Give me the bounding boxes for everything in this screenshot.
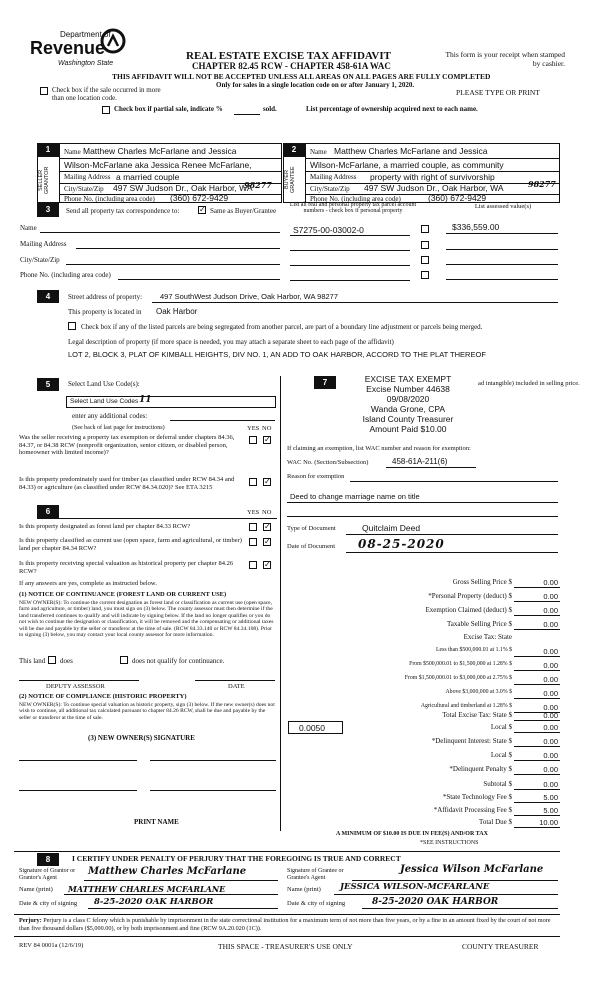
seller-mailing: a married couple [116, 172, 180, 182]
perjury-title: Perjury: [19, 917, 42, 924]
seller-zip-handwritten: 98277 [244, 180, 272, 190]
ownership-note: List percentage of ownership acquired next to each name. [306, 105, 478, 113]
buyer-zip-handwritten: 98277 [528, 179, 556, 189]
section-6-number: 6 [37, 505, 59, 518]
local-rate-value: 0.0050 [299, 723, 325, 733]
grantee-signature: Jessica Wilson McFarlane [400, 864, 544, 875]
located-in: Oak Harbor [156, 307, 198, 316]
tax-row-label: Total Due $ [479, 818, 512, 826]
dept-line: Department of [60, 30, 111, 39]
section-8-number: 8 [37, 853, 59, 866]
tax-row-field[interactable] [514, 746, 560, 747]
see-instructions-note: *SEE INSTRUCTIONS [420, 840, 479, 846]
buyer-mailing: property with right of survivorship [370, 172, 495, 182]
not-qualify-label: does not qualify for continuance. [132, 657, 225, 665]
perjury-notice [19, 917, 559, 932]
land-use-select[interactable] [66, 396, 276, 408]
land-use-handwritten: 11 [139, 395, 152, 405]
grantee-date-label: Date & city of signing [287, 900, 346, 907]
grantor-signature-line[interactable] [84, 880, 278, 881]
tax-row-label: Total Excise Tax: State $ [442, 711, 512, 719]
tax-row-label: From $500,000.01 to $1,500,000 at 1.28% $ [409, 661, 512, 667]
see-back-note: (See back of last page for instructions) [72, 425, 165, 431]
claim-exemption-label: If claiming an exemption, list WAC number and reason for exemption: [287, 445, 471, 452]
grantee-name-label: Name (print) [287, 886, 321, 893]
this-land-label: This land [19, 657, 46, 665]
parcel-number: S7275-00-03002-0 [293, 225, 364, 235]
buyer-phone-label: Phone No. (including area code) [310, 195, 401, 203]
grantee-date-city: 8-25-2020 OAK HARBOR [372, 897, 499, 907]
stamp-date: 09/08/2020 [386, 394, 430, 404]
grantor-date-city: 8-25-2020 OAK HARBOR [94, 897, 214, 907]
stamp-amount-paid: Amount Paid $10.00 [369, 424, 447, 434]
grantee-signature-label: Signature of Grantee or Grantee's Agent [287, 868, 344, 881]
certify-statement: I CERTIFY UNDER PENALTY OF PERJURY THAT THE FOREGOING IS TRUE AND CORRECT [72, 854, 401, 863]
county-treasurer: COUNTY TREASURER [462, 942, 539, 951]
tax-row-label: Gross Selling Price $ [452, 578, 512, 586]
tax-row-label: Above $3,000,000 at 3.0% $ [445, 689, 512, 695]
tax-row-label: *State Technology Fee $ [442, 793, 512, 801]
tax-row-field[interactable] [514, 802, 560, 803]
historic-question: Is this property receiving special valuation as historical property per chapter 84.26 RCW? [19, 560, 234, 575]
tax-row-label: *Delinquent Interest: State $ [431, 737, 512, 745]
doc-date-label: Date of Document [287, 543, 336, 550]
exempt-stamp [338, 374, 478, 434]
seller-name-line2: Wilson-McFarlane aka Jessica Renee McFarlane, [64, 160, 252, 170]
section-1-number: 1 [37, 143, 59, 157]
reason-label: Reason for exemption [287, 473, 345, 480]
buyer-side-label: BUYER GRANTEE [284, 166, 296, 194]
if-yes-note: If any answers are yes, complete as instructed below. [19, 580, 157, 587]
grantor-print-name: MATTHEW CHARLES MCFARLANE [68, 884, 226, 894]
exemption-reason: Deed to change marriage name on title [290, 492, 420, 501]
notice-continuance-body: NEW OWNER(S): To continue the current designation as forest land or classification as current use (open space, farm and agriculture, or timber) land, you must sign on (3) below. The county assessor must then determine if the land transferred continues to qualify and will indicate by signing below. If the land no longer qualifies or you do not wish to continue the designation or classification, it will be removed and the compensating or additional taxes will be due and payable by the seller or transferor at the time of sale. (RCW 84.33.140 or RCW 84.34.108). Prior to signing (3) below, you may contact your local county assessor for more information. [19, 600, 274, 639]
stamp-treasurer-name: Wanda Grone, CPA [370, 404, 446, 414]
does-qualify-checkbox[interactable] [48, 656, 56, 664]
seller-name-line1: Matthew Charles McFarlane and Jessica [83, 146, 237, 156]
wac-number: 458-61A-211(6) [392, 457, 448, 466]
multi-location-label: Check box if the sale occurred in more than one location code. [52, 86, 161, 102]
minimum-due-note: A MINIMUM OF $10.00 IS DUE IN FEE(S) AND/OR TAX [336, 831, 488, 837]
buyer-city-label: City/State/Zip [310, 185, 350, 193]
tax-row-label: Less than $500,000.01 at 1.1% $ [436, 647, 512, 653]
tax-row-field[interactable] [514, 629, 560, 630]
forest-yes-checkbox[interactable] [249, 523, 257, 531]
same-as-buyer-checkbox[interactable]: ✓ [199, 205, 206, 214]
doc-date: 08-25-2020 [358, 537, 445, 551]
local-rate-box[interactable] [288, 721, 343, 734]
tax-row-value: 0.00 [543, 578, 558, 587]
stamp-treasurer-title: Island County Treasurer [362, 414, 454, 424]
parcel-4-personal-checkbox[interactable] [421, 271, 429, 279]
exemption-yes-checkbox[interactable] [249, 436, 257, 444]
tax-row-label: Excise Tax: State [463, 633, 512, 641]
seller-phone: (360) 672-9429 [170, 193, 229, 203]
forest-no-checkbox[interactable]: ✓ [264, 522, 271, 531]
type-print: PLEASE TYPE OR PRINT [456, 88, 540, 97]
buyer-phone: (360) 672-9429 [428, 193, 487, 203]
historic-no-checkbox[interactable]: ✓ [264, 560, 271, 569]
tax-row-label: *Affidavit Processing Fee $ [433, 806, 512, 814]
seller-city: 497 SW Judson Dr., Oak Harbor, WA [113, 183, 253, 193]
section6-no-header: NO [262, 509, 272, 516]
tax-row-value: 10.00 [539, 818, 558, 827]
tax-row-field[interactable] [514, 760, 560, 761]
receipt-note: This form is your receipt when stamped by cashier. [445, 50, 565, 68]
tax-row-value: 0.00 [543, 689, 558, 698]
seller-phone-label: Phone No. (including area code) [64, 195, 155, 203]
tax-row-value: 0.00 [543, 751, 558, 760]
partial-sale-label: Check box if partial sale, indicate % [114, 105, 223, 113]
deputy-assessor-label: DEPUTY ASSESSOR [46, 683, 105, 690]
tax-row-value: 0.00 [543, 780, 558, 789]
tax-row-field[interactable] [514, 670, 560, 671]
tax-row-label: Taxable Selling Price $ [446, 620, 512, 628]
section-7-number: 7 [314, 376, 336, 389]
treasurer-use-only: THIS SPACE - TREASURER'S USE ONLY [218, 942, 353, 951]
tax-row-field[interactable] [514, 587, 560, 588]
correspondence-city-label: City/State/Zip [20, 256, 60, 264]
parcel-2-personal-checkbox[interactable] [421, 241, 429, 249]
correspondence-phone-label: Phone No. (including area code) [20, 271, 111, 279]
tax-row-value: 5.00 [543, 793, 558, 802]
segregated-checkbox[interactable] [68, 322, 76, 330]
tax-row-field[interactable] [514, 684, 560, 685]
additional-codes-label: enter any additional codes: [72, 412, 148, 420]
tax-row-value: 0.00 [543, 723, 558, 732]
tax-row-label: Subtotal $ [483, 780, 512, 788]
tax-row-field[interactable] [514, 774, 560, 775]
timber-no-checkbox[interactable]: ✓ [264, 477, 271, 486]
assessed-value: $336,559.00 [452, 222, 500, 232]
tax-row-value: 0.00 [543, 647, 558, 656]
current-use-question: Is this property classified as current use (open space, farm and agricultural, or timber) land per chapter 84.34 RCW? [19, 537, 242, 552]
land-use-label: Select Land Use Code(s): [68, 380, 140, 388]
current-use-no-checkbox[interactable]: ✓ [264, 537, 271, 546]
segregated-label: Check box if any of the listed parcels are being segregated from another parcel, are part of a boundary line adjustment or parcels being merged. [81, 323, 483, 331]
new-owner-signature-label: (3) NEW OWNER(S) SIGNATURE [88, 734, 195, 742]
tax-row-field[interactable] [514, 789, 560, 790]
tax-row-field[interactable] [514, 656, 560, 657]
perjury-text: Perjury is a class C felony which is punishable by imprisonment in the state correctional institution for a maximum term of not more than five years, or by a fine in an amount fixed by the court of not more than five thousand dollars ($5,000.00), or by both imprisonment and fine (RCW 9A.20.020 (1C)). [19, 917, 551, 932]
historic-yes-checkbox[interactable] [249, 561, 257, 569]
tax-row-field[interactable] [514, 698, 560, 699]
tax-row-value: 0.00 [543, 592, 558, 601]
form-chapter: CHAPTER 82.45 RCW - CHAPTER 458-61A WAC [192, 61, 391, 71]
doc-type-label: Type of Document [287, 525, 336, 532]
form-warning: THIS AFFIDAVIT WILL NOT BE ACCEPTED UNLESS ALL AREAS ON ALL PAGES ARE FULLY COMPLETED [112, 72, 491, 81]
parcel-1-personal-checkbox[interactable] [421, 225, 429, 233]
state-name: Washington State [58, 60, 114, 67]
timber-question: Is this property predominately used for timber (as classified under RCW 84.34 and 84.33) or agriculture (as classified under RCW 84.34.020)? See ETA 3215 [19, 476, 235, 491]
exemption-no-checkbox[interactable]: ✓ [264, 435, 271, 444]
section5-no-header: NO [262, 425, 272, 432]
tax-row-label: Agricultural and timberland at 1.28% $ [420, 703, 512, 709]
current-use-yes-checkbox[interactable] [249, 538, 257, 546]
tax-row-field[interactable] [514, 732, 560, 733]
correspondence-mailing-label: Mailing Address [20, 240, 67, 248]
doc-type: Quitclaim Deed [362, 523, 421, 533]
section-4-number: 4 [37, 290, 59, 303]
street-address-label: Street address of property: [68, 293, 143, 301]
grantee-print-name: JESSICA WILSON-MCFARLANE [340, 882, 490, 892]
grantee-signature-line[interactable] [352, 880, 558, 881]
land-use-select-text: Select Land Use Codes [70, 398, 139, 405]
tax-row-label: Local $ [490, 751, 512, 759]
street-address: 497 SouthWest Judson Drive, Oak Harbor, WA 98277 [160, 292, 339, 301]
tax-row-label: *Personal Property (deduct) $ [428, 592, 512, 600]
new-owner-signature-line-1[interactable] [19, 760, 137, 761]
buyer-city: 497 SW Judson Dr., Oak Harbor, WA [364, 183, 504, 193]
grantor-signature: Matthew Charles McFarlane [88, 866, 247, 877]
stamp-excise-number: Excise Number 44638 [366, 384, 450, 394]
tax-row-field[interactable] [514, 815, 560, 816]
only-for-note: Only for sales in a single location code on or after January 1, 2020. [216, 81, 415, 89]
tax-row-field[interactable] [514, 720, 560, 721]
does-not-qualify-checkbox[interactable] [120, 656, 128, 664]
new-owner-signature-line-2[interactable] [150, 760, 276, 761]
same-as-buyer-label: Same as Buyer/Grantee [210, 207, 277, 215]
buyer-name-line2: Wilson-McFarlane, a married couple, as community [310, 160, 504, 170]
seller-side-label: SELLER GRANTOR [38, 166, 50, 194]
parcel-list-header: List all real and personal property tax parcel account numbers - check box if personal property [289, 202, 417, 214]
form-revision: REV 84 0001a (12/6/19) [19, 942, 84, 949]
tax-row-value: 0.00 [543, 711, 558, 720]
buyer-name-line1: Matthew Charles McFarlane and Jessica [334, 146, 488, 156]
parcel-3-personal-checkbox[interactable] [421, 256, 429, 264]
partial-sale-percent-line[interactable] [234, 114, 260, 115]
send-correspondence-label: Send all property tax correspondence to: [66, 207, 180, 215]
tax-row-field[interactable] [514, 601, 560, 602]
section-2-number: 2 [283, 143, 305, 157]
tax-row-label: From $1,500,000.01 to $3,000,000 at 2.75% $ [404, 675, 512, 681]
seller-city-label: City/State/Zip [64, 185, 104, 193]
intangible-note: ad intangible) included in selling price. [478, 380, 580, 387]
tax-row-value: 0.00 [543, 606, 558, 615]
tax-row-value: 0.00 [543, 703, 558, 712]
print-name-line-1[interactable] [19, 790, 137, 791]
partial-sale-checkbox[interactable] [102, 106, 110, 114]
tax-row-value: 5.00 [543, 806, 558, 815]
correspondence-name-label: Name [20, 224, 37, 232]
tax-row-value: 0.00 [543, 675, 558, 684]
grantor-name-label: Name (print) [19, 886, 53, 893]
section5-yes-header: YES [247, 425, 260, 432]
tax-row-value: 0.00 [543, 737, 558, 746]
grantor-date-label: Date & city of signing [19, 900, 78, 907]
tax-row-value: 0.00 [543, 661, 558, 670]
seller-name-label: Name [64, 148, 81, 156]
section-3-number: 3 [37, 203, 59, 217]
stamp-exempt-title: EXCISE TAX EXEMPT [364, 374, 452, 384]
wac-label: WAC No. (Section/Subsection) [287, 459, 369, 466]
notice-continuance-title: (1) NOTICE OF CONTINUANCE (FOREST LAND OR CURRENT USE) [19, 591, 227, 598]
print-name-label: PRINT NAME [134, 818, 179, 826]
brand-name: Revenue [30, 38, 106, 58]
notice-compliance-body: NEW OWNER(S): To continue special valuation as historic property, sign (3) below. If the new owner(s) does not wish to continue, all additional tax calculated pursuant to chapter 84.26 RCW, shall be due and payable by the seller or transferor at the time of sale. [19, 702, 275, 721]
tax-row-label: Local $ [490, 723, 512, 731]
forest-land-question: Is this property designated as forest land per chapter 84.33 RCW? [19, 523, 191, 530]
does-label: does [60, 657, 73, 665]
located-in-label: This property is located in [68, 308, 142, 316]
grantor-signature-label: Signature of Grantor or Grantor's Agent [19, 868, 76, 881]
revenue-logo-icon [100, 28, 126, 54]
section6-yes-header: YES [247, 509, 260, 516]
tax-row-field[interactable] [514, 827, 560, 828]
timber-yes-checkbox[interactable] [249, 478, 257, 486]
seller-mailing-label: Mailing Address [64, 173, 111, 181]
partial-sale-sold: sold. [263, 105, 277, 113]
notice-compliance-title: (2) NOTICE OF COMPLIANCE (HISTORIC PROPERTY) [19, 693, 187, 700]
form-title: REAL ESTATE EXCISE TAX AFFIDAVIT [186, 50, 391, 62]
tax-row-value: 0.00 [543, 620, 558, 629]
print-name-line-2[interactable] [150, 790, 276, 791]
assessed-header: List assessed value(s) [474, 203, 532, 210]
buyer-mailing-label: Mailing Address [310, 173, 357, 181]
exemption-question: Was the seller receiving a property tax exemption or deferral under chapters 84.36, 84.37, or 84.38 RCW (nonprofit organization, senior citizen, or disabled person, homeowner with limited income)? [19, 434, 235, 456]
buyer-name-label: Name [310, 148, 327, 156]
tax-row-label: Exemption Claimed (deduct) $ [425, 606, 512, 614]
legal-description-label: Legal description of property (if more space is needed, you may attach a separate sheet to each page of the affidavit) [68, 338, 394, 346]
multi-location-checkbox[interactable] [40, 87, 48, 95]
assessor-date-label: DATE [228, 683, 245, 690]
tax-row-value: 0.00 [543, 765, 558, 774]
legal-description: LOT 2, BLOCK 3, PLAT OF KIMBALL HEIGHTS, DIV NO. 1, AN ADD TO OAK HARBOR, ACCORD TO THE PLAT THEREOF [68, 350, 486, 359]
tax-row-field[interactable] [514, 615, 560, 616]
section-5-number: 5 [37, 378, 59, 391]
tax-row-label: *Delinquent Penalty $ [449, 765, 512, 773]
